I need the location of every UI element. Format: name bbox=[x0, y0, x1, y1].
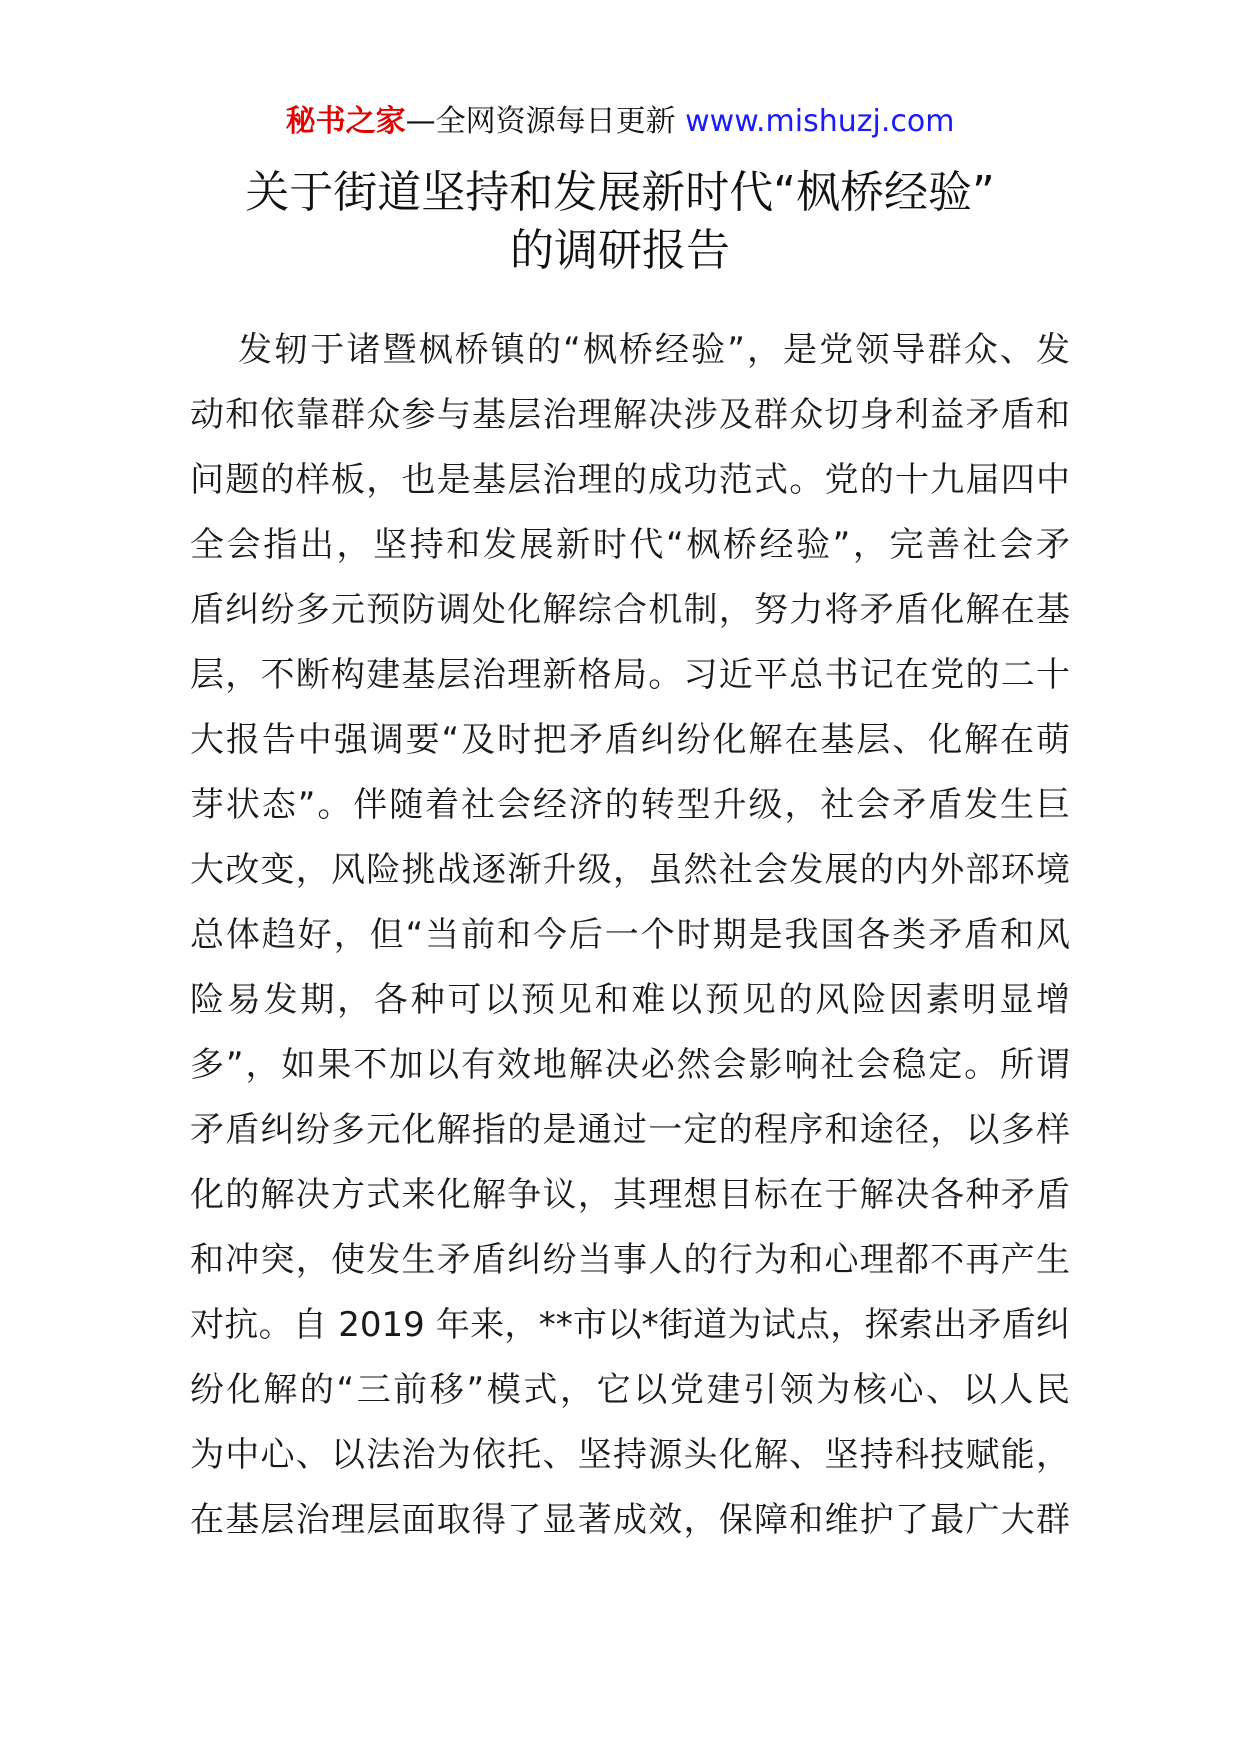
paragraph-line: 多”，如果不加以有效地解决必然会影响社会稳定。所谓 bbox=[190, 1045, 1070, 1085]
paragraph-line: 险易发期，各种可以预见和难以预见的风险因素明显增 bbox=[190, 980, 1070, 1020]
paragraph-line: 问题的样板，也是基层治理的成功范式。党的十九届四中 bbox=[190, 460, 1070, 500]
site-url-link[interactable]: www.mishuzj.com bbox=[685, 104, 955, 139]
paragraph-line: 化的解决方式来化解争议，其理想目标在于解决各种矛盾 bbox=[190, 1175, 1070, 1215]
brand-name: 秘书之家 bbox=[285, 104, 406, 139]
paragraph-line: 在基层治理层面取得了显著成效，保障和维护了最广大群 bbox=[190, 1500, 1070, 1540]
paragraph-line: 为中心、以法治为依托、坚持源头化解、坚持科技赋能， bbox=[190, 1435, 1070, 1475]
title-line-2: 的调研报告 bbox=[510, 225, 730, 276]
paragraph-line: 发轫于诸暨枫桥镇的“枫桥经验”，是党领导群众、发 bbox=[238, 330, 1070, 370]
header-tagline: —全网资源每日更新 bbox=[405, 104, 686, 139]
paragraph-line: 对抗。自 2019 年来，**市以*街道为试点，探索出矛盾纠 bbox=[190, 1305, 1070, 1345]
paragraph-line: 芽状态”。伴随着社会经济的转型升级，社会矛盾发生巨 bbox=[190, 785, 1070, 825]
paragraph-line: 和冲突，使发生矛盾纠纷当事人的行为和心理都不再产生 bbox=[190, 1240, 1070, 1280]
paragraph-line: 全会指出，坚持和发展新时代“枫桥经验”，完善社会矛 bbox=[190, 525, 1070, 565]
paragraph-line: 动和依靠群众参与基层治理解决涉及群众切身利益矛盾和 bbox=[190, 395, 1070, 435]
paragraph-line: 纷化解的“三前移”模式，它以党建引领为核心、以人民 bbox=[190, 1370, 1070, 1410]
paragraph-line: 矛盾纠纷多元化解指的是通过一定的程序和途径，以多样 bbox=[190, 1110, 1070, 1150]
paragraph-line: 层，不断构建基层治理新格局。习近平总书记在党的二十 bbox=[190, 655, 1070, 695]
site-header bbox=[0, 100, 1240, 144]
paragraph-line: 大改变，风险挑战逐渐升级，虽然社会发展的内外部环境 bbox=[190, 850, 1070, 890]
paragraph-line: 盾纠纷多元预防调处化解综合机制，努力将矛盾化解在基 bbox=[190, 590, 1070, 630]
paragraph-line: 大报告中强调要“及时把矛盾纠纷化解在基层、化解在萌 bbox=[190, 720, 1070, 760]
paragraph-line: 总体趋好，但“当前和今后一个时期是我国各类矛盾和风 bbox=[190, 915, 1070, 955]
document-title bbox=[0, 164, 1240, 280]
title-line-1: 关于街道坚持和发展新时代“枫桥经验” bbox=[245, 167, 995, 218]
body-paragraph bbox=[190, 318, 1070, 1553]
